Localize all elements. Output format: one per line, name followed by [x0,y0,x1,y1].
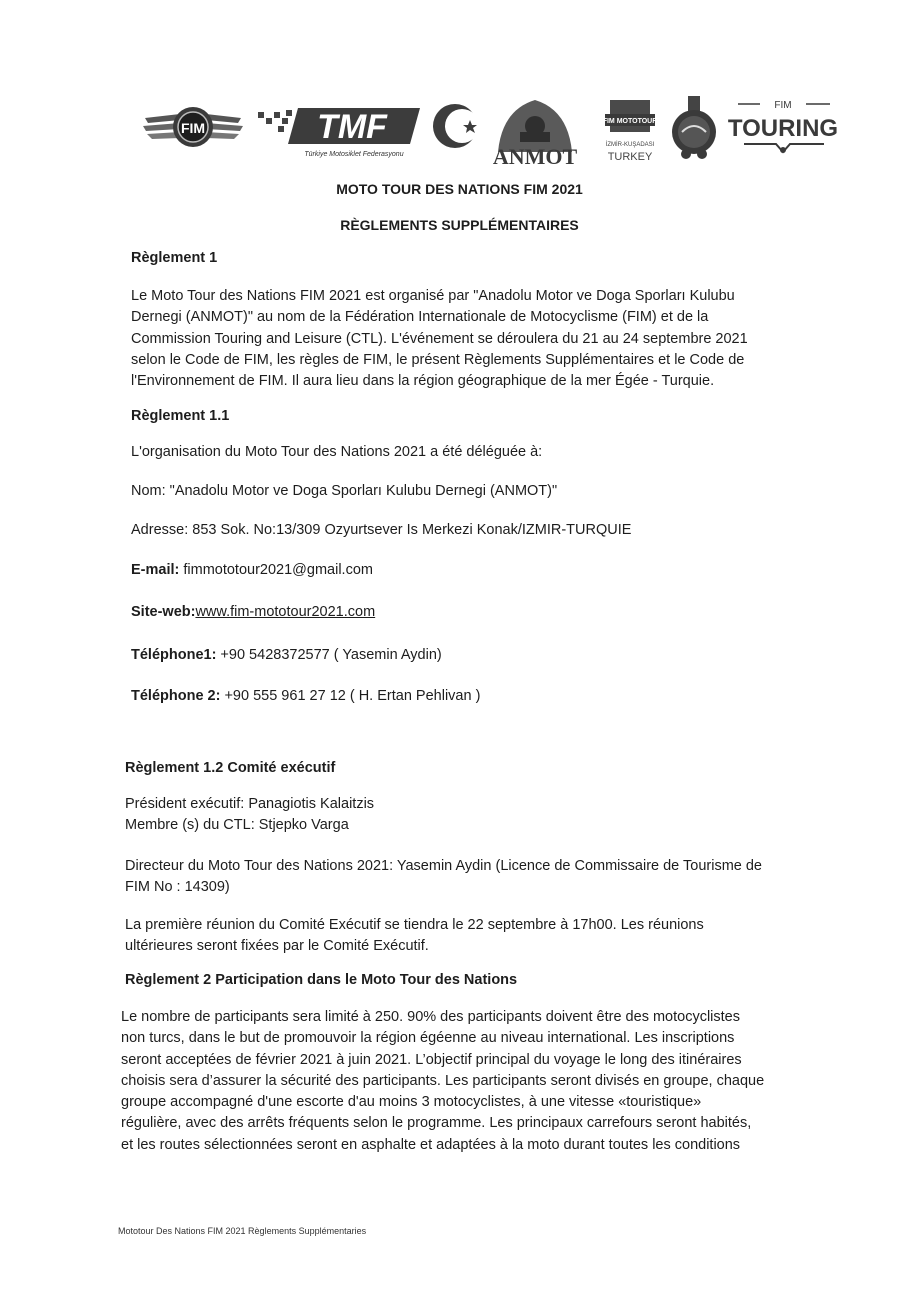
tmf-logo [258,104,479,158]
text-line: Le nombre de participants sera limité à 250. 90% des participants doivent être des motocyclistes [121,1009,740,1025]
organizer-address: Adresse: 853 Sok. No:13/309 Ozyurtsever Is Merkezi Konak/IZMIR-TURQUIE [131,522,632,538]
text-line: Commission Touring and Leisure (CTL). L'événement se déroulera du 21 au 24 septembre 2021 [131,330,748,347]
delegation-text: L'organisation du Moto Tour des Nations 2021 a été déléguée à: [131,444,543,460]
text-line: ultérieures seront fixées par le Comité Exécutif. [125,938,429,955]
committee-members [125,794,825,837]
fim-logo [143,107,243,147]
section-heading-r1: Règlement 1 [131,250,218,266]
meeting-paragraph [125,915,825,958]
page-footer: Mototour Des Nations FIM 2021 Règlements Supplémentaries [118,1226,367,1236]
email-label: E-mail: [131,562,180,578]
phone2-label: Téléphone 2: [131,688,221,704]
text-line: Directeur du Moto Tour des Nations 2021: Yasemin Aydin (Licence de Commissaire de Tourisme de [125,858,762,874]
mototour-country: TURKEY [607,151,653,163]
text-line: selon le Code de FIM, les règles de FIM, le présent Règlements Supplémentaires et le Code de [131,351,745,368]
mototour-city: İZMİR-KUŞADASI [605,142,655,148]
text-line: FIM No : 14309) [125,879,230,896]
document-subtitle: RÈGLEMENTS SUPPLÉMENTAIRES [340,217,579,233]
organizer-name: Nom: "Anadolu Motor ve Doga Sporları Kulubu Dernegi (ANMOT)" [131,483,558,499]
paragraph-r2 [121,1007,821,1156]
fim-logo-text: FIM [180,120,206,136]
text-line: Dernegi (ANMOT)" au nom de la Fédération Internationale de Motocyclisme (FIM) et de la [131,309,709,326]
website-line [131,602,831,623]
phone2-value: +90 555 961 27 12 ( H. Ertan Pehlivan ) [220,688,481,704]
phone1-value: +90 5428372577 ( Yasemin Aydin) [216,647,442,663]
email-value: fimmototour2021@gmail.com [179,562,373,578]
text-line: régulière, avec des arrêts fréquents selon le programme. Les principaux carrefours seront habités, [121,1115,752,1132]
text-line: Le Moto Tour des Nations FIM 2021 est organisé par "Anadolu Motor ve Doga Sporları Kulubu [131,288,735,304]
fim-touring-top: FIM [774,100,792,111]
logo-strip [140,92,840,170]
text-line: choisis sera d’assurer la sécurité des participants. Les participants seront divisés en groupe, chaque [121,1072,765,1089]
anmot-logo [493,100,578,169]
section-heading-r12: Règlement 1.2 Comité exécutif [125,760,336,776]
text-line: non turcs, dans le but de promouvoir la région égéenne au niveau international. Les inscriptions [121,1030,735,1047]
text-line: et les routes sélectionnées seront en asphalte et adaptées à la moto durant toutes les conditions [121,1136,741,1153]
phone1-line [131,645,831,666]
mototour-badge [603,100,658,163]
turkey-badge-logo [672,96,716,159]
fim-touring-logo [728,100,838,153]
director-paragraph [125,856,825,899]
anmot-logo-text: ANMOT [492,144,578,169]
phone2-line [131,686,831,707]
mototour-badge-text: FIM MOTOTOUR [602,118,658,125]
tmf-logo-text: TMF [317,108,387,146]
president-line: Président exécutif: Panagiotis Kalaitzis [125,796,375,812]
text-line: seront acceptées de février 2021 à juin 2021. L’objectif principal du voyage le long des itinéraires [121,1051,742,1068]
paragraph-r1 [131,286,831,392]
website-link[interactable]: www.fim-mototour2021.com [195,604,376,620]
text-line: groupe accompagné d'une escorte d'au moins 3 motocyclistes, à une vitesse «touristique» [121,1094,702,1111]
member-line: Membre (s) du CTL: Stjepko Varga [125,817,349,834]
website-label: Site-web: [131,604,196,620]
text-line: La première réunion du Comité Exécutif se tiendra le 22 septembre à 17h00. Les réunions [125,917,704,933]
email-line [131,560,831,581]
document-title: MOTO TOUR DES NATIONS FIM 2021 [336,181,583,197]
text-line: l'Environnement de FIM. Il aura lieu dans la région géographique de la mer Égée - Turquie. [131,373,715,390]
tmf-subtitle: Türkiye Motosiklet Federasyonu [304,151,404,158]
section-heading-r2: Règlement 2 Participation dans le Moto Tour des Nations [125,972,518,988]
section-heading-r11: Règlement 1.1 [131,408,230,424]
fim-touring-text: TOURING [727,115,839,142]
phone1-label: Téléphone1: [131,647,217,663]
